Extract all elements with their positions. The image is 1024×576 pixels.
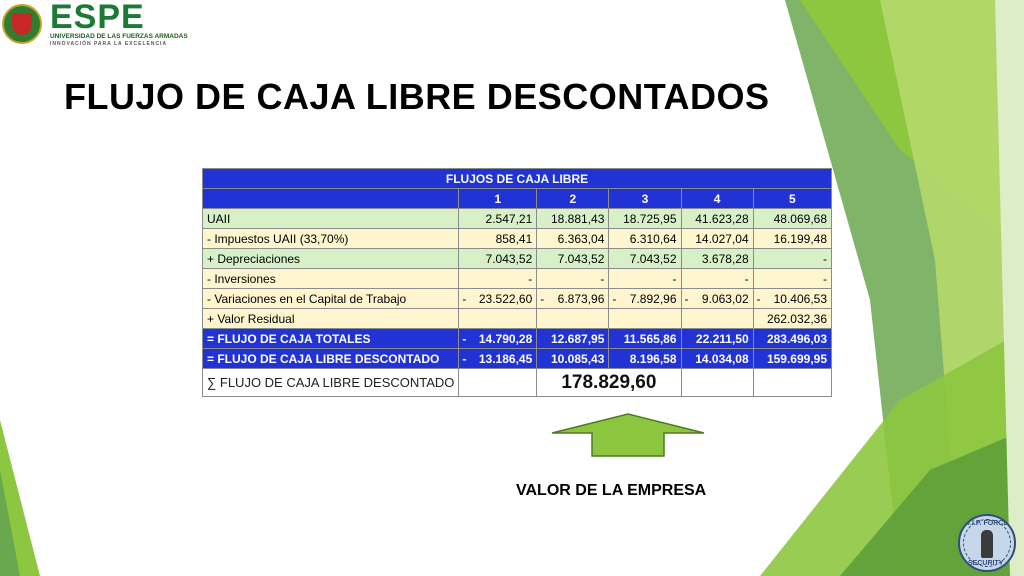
table-cell: [681, 229, 753, 249]
cell-value: 14.790,28: [478, 331, 533, 346]
table-cell: [459, 309, 537, 329]
cell-value: -: [600, 271, 605, 286]
up-arrow-icon: [550, 413, 706, 457]
negative-sign: -: [540, 291, 545, 306]
cell-value: 7.892,96: [629, 291, 677, 306]
row-label: - Impuestos UAII (33,70%): [203, 229, 459, 249]
row-label: = FLUJO DE CAJA LIBRE DESCONTADO: [203, 349, 459, 369]
sum-label: ∑ FLUJO DE CAJA LIBRE DESCONTADO: [203, 369, 459, 397]
table-cell: [537, 349, 609, 369]
table-cell: [753, 249, 831, 269]
cell-value: 262.032,36: [766, 311, 827, 326]
cell-value: 9.063,02: [701, 291, 749, 306]
cell-value: 7.043,52: [629, 251, 677, 266]
cell-value: 2.547,21: [485, 211, 533, 226]
cell-value: 7.043,52: [557, 251, 605, 266]
table-header-period: 5: [753, 189, 831, 209]
cell-value: 159.699,95: [766, 351, 827, 366]
table-cell: [537, 269, 609, 289]
negative-sign: -: [756, 291, 761, 306]
cell-value: 858,41: [495, 231, 533, 246]
cell-value: 6.873,96: [557, 291, 605, 306]
row-label: UAII: [203, 209, 459, 229]
table-cell: [753, 209, 831, 229]
negative-sign: -: [612, 291, 617, 306]
logo-tagline: INNOVACIÓN PARA LA EXCELENCIA: [50, 41, 168, 47]
cell-value: 11.565,86: [623, 331, 677, 346]
badge-bottom-text: SECURITY: [968, 560, 1004, 567]
cell-value: 283.496,03: [766, 331, 827, 346]
row-label: - Variaciones en el Capital de Trabajo: [203, 289, 459, 309]
table-cell: [459, 329, 537, 349]
guard-figure-icon: [981, 530, 993, 558]
table-body: [203, 209, 832, 369]
table-cell: [753, 329, 831, 349]
table-cell: [681, 269, 753, 289]
table-cell: [681, 309, 753, 329]
table-cell: [753, 269, 831, 289]
cell-value: 10.406,53: [773, 291, 827, 306]
table-cell: [537, 229, 609, 249]
cell-value: 14.027,04: [695, 231, 749, 246]
table-row: [203, 229, 832, 249]
cell-value: 7.043,52: [485, 251, 533, 266]
cell-value: 14.034,08: [695, 351, 749, 366]
cell-value: 22.211,50: [695, 331, 749, 346]
cash-flow-table-wrapper: [202, 168, 832, 410]
table-header-period: 4: [681, 189, 753, 209]
sum-empty-cell: [459, 369, 537, 397]
table-cell: [609, 209, 681, 229]
cell-value: 12.687,95: [551, 331, 605, 346]
table-cell: [537, 289, 609, 309]
table-cell: [609, 349, 681, 369]
cell-value: -: [823, 251, 827, 266]
table-row: [203, 349, 832, 369]
table-header-label: [203, 189, 459, 209]
cell-value: -: [823, 271, 827, 286]
table-cell: [609, 289, 681, 309]
negative-sign: -: [462, 351, 467, 366]
slide-title: FLUJO DE CAJA LIBRE DESCONTADOS: [64, 76, 770, 117]
negative-sign: -: [462, 291, 467, 306]
table-row: [203, 209, 832, 229]
cell-value: -: [672, 271, 677, 286]
cell-value: 6.310,64: [629, 231, 677, 246]
table-cell: [753, 229, 831, 249]
cash-flow-table: [202, 168, 832, 397]
table-cell: [681, 249, 753, 269]
cell-value: 10.085,43: [551, 351, 605, 366]
table-cell: [609, 249, 681, 269]
row-label: + Valor Residual: [203, 309, 459, 329]
sum-empty-cell: [753, 369, 831, 397]
cell-value: 16.199,48: [773, 231, 827, 246]
negative-sign: -: [684, 291, 689, 306]
sum-value: 178.829,60: [537, 369, 681, 397]
table-cell: [537, 249, 609, 269]
cell-value: 23.522,60: [478, 291, 533, 306]
cell-value: 41.623,28: [695, 211, 749, 226]
cell-value: 18.881,43: [551, 211, 605, 226]
row-label: + Depreciaciones: [203, 249, 459, 269]
espe-logo: [2, 0, 188, 48]
table-cell: [537, 209, 609, 229]
table-cell: [459, 269, 537, 289]
table-header-period: 2: [537, 189, 609, 209]
cell-value: 13.186,45: [478, 351, 533, 366]
table-cell: [753, 349, 831, 369]
cell-value: -: [744, 271, 749, 286]
table-title: FLUJOS DE CAJA LIBRE: [203, 169, 832, 189]
table-row: [203, 329, 832, 349]
logo-university-name: UNIVERSIDAD DE LAS FUERZAS ARMADAS: [50, 33, 188, 40]
table-cell: [459, 289, 537, 309]
badge-top-text: V.I.P. FORCE: [966, 520, 1009, 527]
table-cell: [609, 269, 681, 289]
university-crest-icon: [2, 4, 42, 44]
table-cell: [459, 249, 537, 269]
negative-sign: -: [462, 331, 467, 346]
cell-value: 8.196,58: [629, 351, 677, 366]
table-cell: [537, 309, 609, 329]
table-header-period: 3: [609, 189, 681, 209]
table-cell: [459, 229, 537, 249]
cell-value: -: [528, 271, 533, 286]
table-cell: [609, 329, 681, 349]
table-row: [203, 249, 832, 269]
table-cell: [459, 349, 537, 369]
table-cell: [681, 289, 753, 309]
cell-value: 6.363,04: [557, 231, 605, 246]
logo-mark: ESPE: [50, 0, 145, 36]
table-cell: [681, 349, 753, 369]
table-cell: [753, 309, 831, 329]
sum-empty-cell: [681, 369, 753, 397]
company-value-caption: VALOR DE LA EMPRESA: [516, 482, 707, 499]
cell-value: 48.069,68: [773, 211, 827, 226]
table-cell: [537, 329, 609, 349]
sum-row: [203, 369, 832, 397]
table-row: [203, 269, 832, 289]
cell-value: 18.725,95: [623, 211, 677, 226]
table-cell: [609, 229, 681, 249]
table-cell: [681, 329, 753, 349]
security-badge-icon: [958, 514, 1016, 572]
cell-value: 3.678,28: [701, 251, 749, 266]
table-header-period: 1: [459, 189, 537, 209]
row-label: = FLUJO DE CAJA TOTALES: [203, 329, 459, 349]
table-cell: [459, 209, 537, 229]
row-label: - Inversiones: [203, 269, 459, 289]
table-cell: [609, 309, 681, 329]
table-row: [203, 309, 832, 329]
table-cell: [753, 289, 831, 309]
table-row: [203, 289, 832, 309]
table-cell: [681, 209, 753, 229]
